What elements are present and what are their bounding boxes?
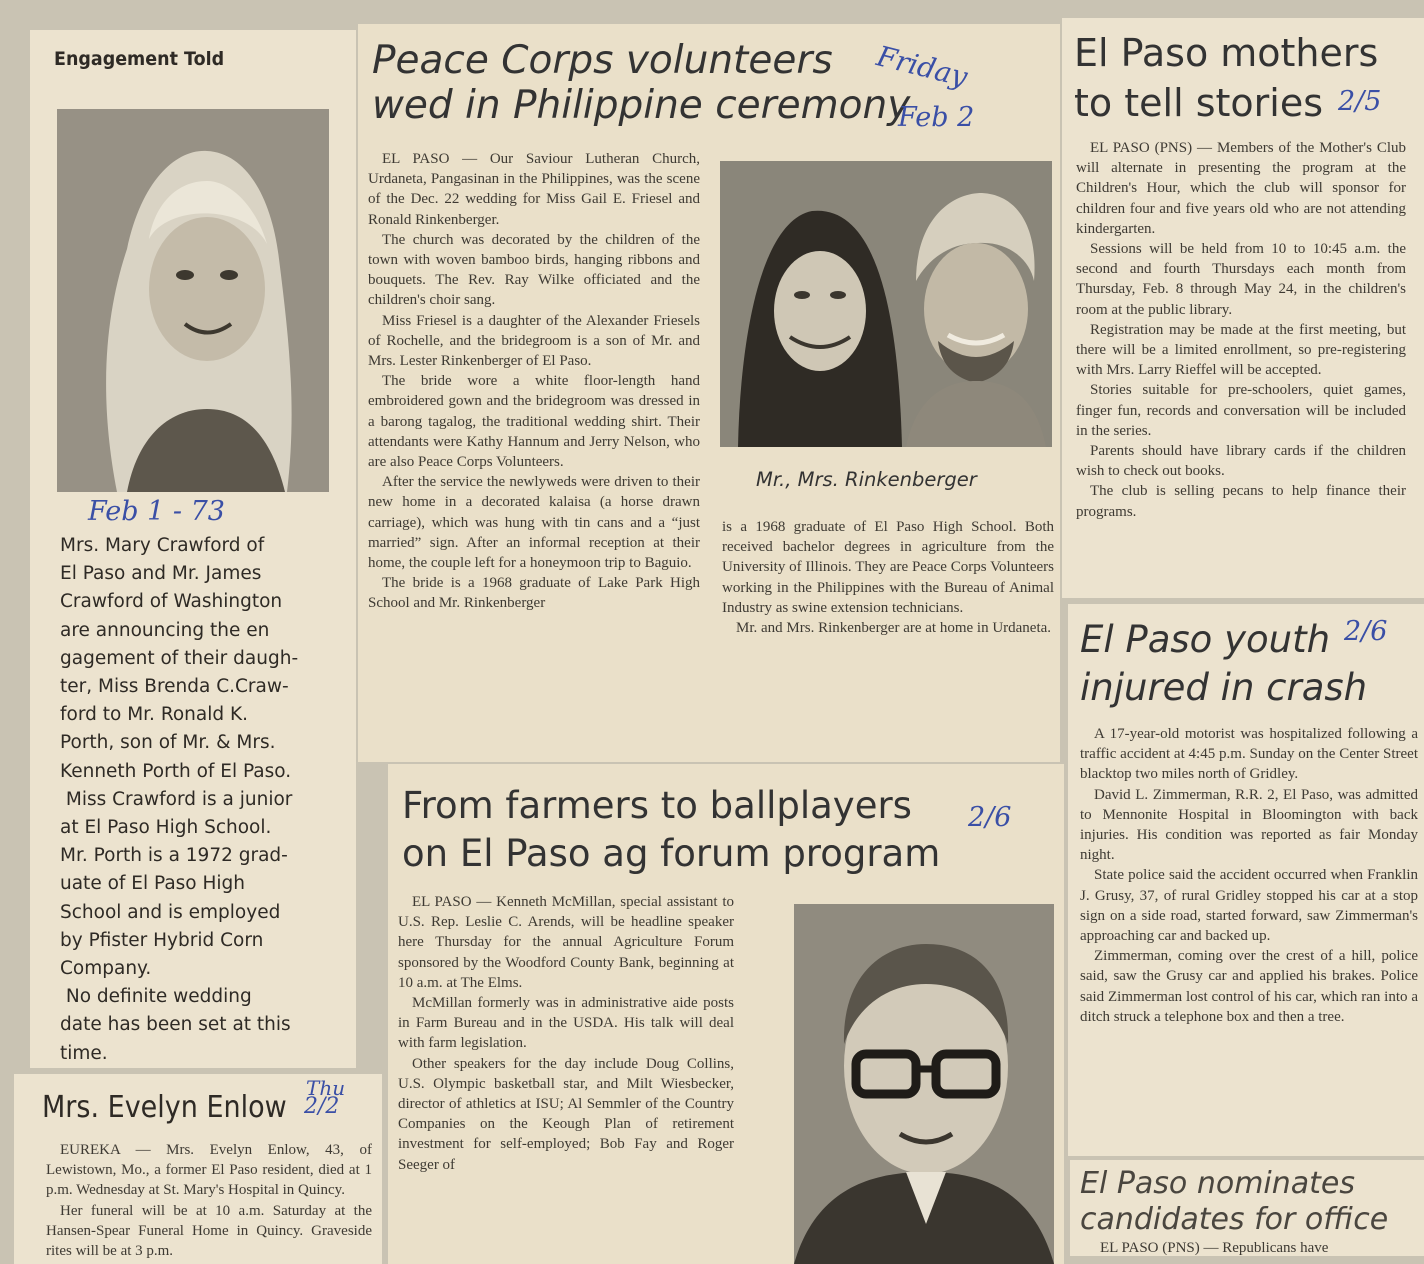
peace-corps-column-1 [368,149,700,614]
peace-corps-paragraph: EL PASO — Our Saviour Lutheran Church, Urdaneta, Pangasinan in the Philippines, was the scene of the Dec. 22 wedding for Miss Gail E. Friesel and Ronald Rinkenberger. [368,151,700,228]
mothers-paragraph: Sessions will be held from 10 to 10:45 a.m. the second and fourth Thursdays each month from Thursday, Feb. 8 through May 24, in the children's room at the public library. [1076,241,1406,318]
speaker-portrait-photo [794,904,1054,1264]
engagement-text-line: Crawford of Washington [60,591,283,613]
engagement-text-line: time. [60,1042,108,1064]
engagement-text-line: El Paso and Mr. James [60,563,262,585]
youth-paragraph: David L. Zimmerman, R.R. 2, El Paso, was admitted to Mennonite Hospital in Bloomington with back injuries. His condition was reported as fair Monday night. [1080,786,1418,864]
headline-line: injured in crash [1080,666,1368,709]
headline-line: From farmers to ballplayers [402,784,912,827]
handwritten-date-note: 2/6 [968,802,1012,833]
youth-paragraph: A 17-year-old motorist was hospitalized following a traffic accident at 4:45 p.m. Sunday on the Center Street blacktop two miles north of Gridley. [1080,726,1418,783]
peace-corps-paragraph: is a 1968 graduate of El Paso High School. Both received bachelor degrees in agriculture from the University of Illinois. They are Peace Corps Volunteers working in the Philippines with the Bureau of Animal Industry as swine extension technicians. [722,519,1054,616]
handwritten-day-note: Thu [306,1076,346,1100]
mothers-paragraph: The club is selling pecans to help finance their programs. [1076,483,1406,520]
handwritten-date-note: 2/2 [304,1094,340,1119]
mothers-paragraph: Stories suitable for pre-schoolers, quiet games, finger fun, records and conversation will be included in the series. [1076,382,1406,439]
engagement-text-line: at El Paso High School. [60,817,272,839]
engagement-body [60,532,350,1068]
peace-corps-paragraph: After the service the newlyweds were driven to their new home in a decorated kalaisa (a horse drawn carriage), which was hung with tin cans and a “just married” sign. After an informal reception at their home, the couple left for a honeymoon trip to Baguio. [368,474,700,572]
engagement-text-line: ter, Miss Brenda C.Craw- [60,676,289,698]
handwritten-day-note: Friday [873,39,971,94]
farmers-body [398,892,734,1175]
youth-clipping [1068,604,1424,1156]
handwritten-date-note: 2/5 [1338,86,1382,117]
enlow-headline: Mrs. Evelyn Enlow [42,1090,287,1125]
farmers-paragraph: McMillan formerly was in administrative aide posts in Farm Bureau and in the USDA. His talk will deal with farm legislation. [398,995,734,1052]
farmers-headline [402,782,940,878]
photo-caption: Mr., Mrs. Rinkenberger [756,468,977,491]
peace-corps-column-2 [722,517,1054,638]
enlow-body [46,1140,372,1261]
engagement-text-line: Kenneth Porth of El Paso. [60,760,292,782]
youth-paragraph: Zimmerman, coming over the crest of a hill, police said, saw the Grusy car and applied his brakes. Police said Zimmerman lost control of his car, which ran into a ditch struck a telephone box and then a tree. [1080,948,1418,1025]
engagement-text-line: ford to Mr. Ronald K. [60,704,248,726]
mothers-paragraph: Registration may be made at the first meeting, but there will be a limited enrollment, so pre-registering with Mrs. Larry Rieffel will be accepted. [1076,321,1406,379]
mothers-paragraph: Parents should have library cards if the children wish to check out books. [1076,443,1406,480]
mothers-paragraph: EL PASO (PNS) — Members of the Mother's Club will alternate in presenting the program at the Children's Hour, which the club will sponsor for children four and five years old who are not attending kindergarten. [1076,140,1406,237]
engagement-text-line: Mrs. Mary Crawford of [60,535,265,556]
headline-line: candidates for office [1080,1202,1389,1237]
peace-corps-paragraph: The bride wore a white floor-length hand embroidered gown and the bridegroom was dressed in a barong tagalog, the traditional wedding shirt. Their attendants were Kathy Hannum and Jerry Nelson, who are also Peace Corps Volunteers. [368,373,700,471]
enlow-paragraph: EUREKA — Mrs. Evelyn Enlow, 43, of Lewistown, Mo., a former El Paso resident, died at 1 p.m. Wednesday at St. Mary's Hospital in Quincy. [46,1142,372,1199]
peace-corps-paragraph: Mr. and Mrs. Rinkenberger are at home in Urdaneta. [736,620,1052,637]
engagement-text-line: are announcing the en [60,619,270,641]
peace-corps-paragraph: The church was decorated by the children of the town with woven bamboo birds, hanging ribbons and bouquets. The Rev. Ray Wilke officiated and the children's choir sang. [368,231,700,309]
peace-corps-paragraph: The bride is a 1968 graduate of Lake Park High School and Mr. Rinkenberger [368,575,700,612]
headline-line: El Paso nominates [1080,1166,1355,1201]
farmers-paragraph: Other speakers for the day include Doug Collins, U.S. Olympic basketball star, and Milt Wiesbecker, director of athletics at ISU; Al Semmler of the Country Companies on the Keough Plan of retirement investment for self-employed; Bob Fay and Roger Seeger of [398,1055,734,1173]
engagement-text-line: Company. [60,958,152,980]
couple-photo [720,161,1052,447]
engagement-text-line: School and is employed [60,901,281,923]
engagement-text-line: date has been set at this [60,1014,291,1036]
nominates-headline [1080,1166,1388,1238]
headline-line: El Paso mothers [1074,31,1379,75]
enlow-paragraph: Her funeral will be at 10 a.m. Saturday at the Hansen-Spear Funeral Home in Quincy. Graveside rites will be at 3 p.m. [46,1202,372,1260]
engagement-text-line: uate of El Paso High [60,873,246,895]
engagement-text-line: gagement of their daugh- [60,647,299,669]
headline-line: Peace Corps volunteers [372,38,833,83]
peace-corps-clipping [358,24,1060,762]
handwritten-date-note: Feb 2 [898,102,975,133]
nominates-clipping [1070,1160,1424,1256]
mothers-headline [1074,28,1378,128]
youth-headline [1080,616,1367,712]
peace-corps-headline [372,38,910,128]
engagement-text-line: Porth, son of Mr. & Mrs. [60,732,276,754]
engagement-text-line: Miss Crawford is a junior [60,788,293,810]
nominates-snippet: EL PASO (PNS) — Republicans have [1100,1240,1329,1256]
farmers-paragraph: EL PASO — Kenneth McMillan, special assistant to U.S. Rep. Leslie C. Arends, will be headline speaker here Thursday for the annual Agriculture Forum sponsored by the Woodford County Bank, beginning at 10 a.m. at The Elms. [398,894,734,991]
bride-portrait-photo [57,109,329,492]
headline-line: El Paso youth [1080,618,1331,661]
mothers-body [1076,138,1406,522]
youth-paragraph: State police said the accident occurred when Franklin J. Grusy, 37, of rural Gridley stopped his car at a stop sign on a side road, started forward, saw Zimmerman's approaching car and backed up. [1080,867,1418,945]
headline-line: on El Paso ag forum program [402,832,941,875]
peace-corps-paragraph: Miss Friesel is a daughter of the Alexander Friesels of Rochelle, and the bridegroom is a son of Mr. and Mrs. Lester Rinkenberger of El Paso. [368,312,700,370]
enlow-obituary-clipping [14,1074,382,1264]
headline-line: to tell stories [1074,81,1324,125]
handwritten-date-note: 2/6 [1344,616,1388,647]
farmers-clipping [388,764,1064,1264]
engagement-text-line: Mr. Porth is a 1972 grad- [60,845,288,867]
engagement-text-line: No definite wedding [60,986,252,1008]
engagement-clipping [30,30,356,1068]
handwritten-date-note: Feb 1 - 73 [88,496,225,527]
mothers-clipping [1062,18,1424,598]
engagement-heading: Engagement Told [54,48,225,70]
engagement-text-line: by Pfister Hybrid Corn [60,929,264,951]
headline-line: wed in Philippine ceremony [372,83,911,128]
youth-body [1080,724,1418,1027]
